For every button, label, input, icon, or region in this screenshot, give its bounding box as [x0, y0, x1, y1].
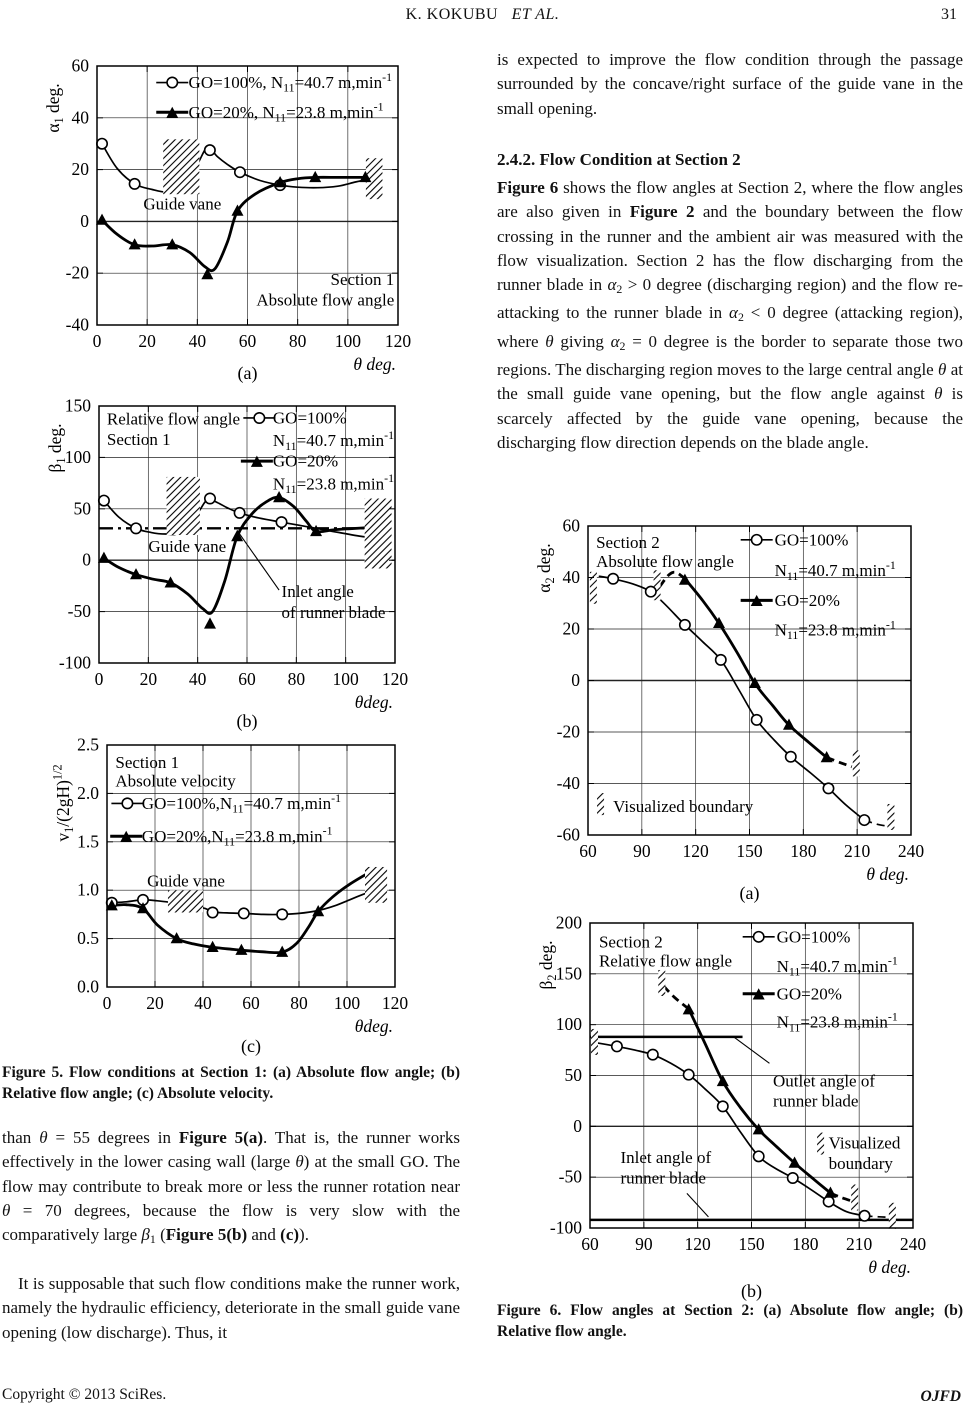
svg-text:210: 210: [844, 841, 871, 861]
svg-text:0: 0: [80, 210, 89, 231]
svg-text:150: 150: [555, 963, 582, 984]
svg-text:40: 40: [188, 331, 207, 351]
svg-text:β2 deg.: $\beta_2$ deg.: [536, 940, 559, 990]
svg-text:Guide vane: Guide vane: [148, 536, 227, 556]
svg-text:v1/(2gH)1/2: $v_1/(2gH)^{1/2}$: [50, 764, 76, 842]
svg-text:20: 20: [71, 159, 89, 180]
svg-text:GO=20%: GO=20%: [776, 984, 842, 1004]
svg-text:120: 120: [381, 669, 409, 689]
svg-text:Outlet angle of: Outlet angle of: [773, 1071, 876, 1091]
svg-text:θ deg.: θ deg.: [353, 354, 396, 374]
svg-text:Absolute flow angle: Absolute flow angle: [596, 552, 734, 572]
svg-text:0.5: 0.5: [77, 928, 99, 949]
svg-text:40: 40: [562, 567, 580, 587]
svg-text:N11=23.8 m,min-1: $N_{11}=23.8$ $m,\min^{-1}$: [272, 471, 395, 496]
svg-text:-40: -40: [65, 314, 89, 335]
figure6-caption: Figure 6. Flow angles at Section 2: (a) Absolute flow angle; (b) Relative flow angle.: [497, 1302, 963, 1340]
svg-text:α2 deg.: $\alpha_2$ deg.: [534, 543, 557, 593]
svg-text:120: 120: [684, 1234, 711, 1254]
svg-text:Relative flow angle: Relative flow angle: [106, 409, 241, 429]
svg-text:-50: -50: [558, 1166, 582, 1187]
f5c-svg: [40, 733, 462, 1058]
footer-copyright: Copyright © 2013 SciRes.: [2, 1386, 167, 1403]
figure6a-absolute-flow-angle-chart: [520, 512, 965, 905]
f6a-svg: [520, 512, 965, 905]
svg-text:0: 0: [82, 549, 91, 570]
svg-text:120: 120: [384, 331, 412, 351]
svg-text:runner blade: runner blade: [620, 1168, 706, 1188]
svg-text:(b): (b): [236, 711, 258, 731]
svg-text:GO=20%,N11=23.8 m,min-1: $GO=20\%,N_{11}=23.8$ $m,\min^{-1}$: [141, 823, 333, 849]
svg-text:Guide vane: Guide vane: [143, 194, 222, 214]
svg-text:1.0: 1.0: [77, 879, 99, 900]
svg-text:GO=20%, N11=23.8 m,min-1: GO=20%, $N_{11}=23.8$ $m,\min^{-1}$: [188, 99, 384, 125]
svg-text:0: 0: [102, 993, 112, 1013]
svg-text:-100: -100: [549, 1217, 582, 1238]
paragraph-expected: is expected to improve the flow condition through the passage surrounded by the concave/right surface of the guide vane in the small opening.: [497, 50, 963, 118]
svg-text:60: 60: [242, 993, 260, 1013]
svg-text:GO=100%: GO=100%: [774, 530, 849, 550]
svg-text:Inlet angle: Inlet angle: [281, 582, 354, 602]
svg-text:240: 240: [897, 841, 925, 861]
svg-text:(b): (b): [741, 1281, 762, 1301]
svg-text:50: 50: [564, 1065, 582, 1085]
svg-text:240: 240: [899, 1234, 927, 1254]
svg-text:40: 40: [188, 669, 207, 689]
svg-text:θ deg.: θ deg.: [866, 864, 909, 884]
svg-text:-100: -100: [58, 652, 91, 673]
svg-text:β1 deg.: $\beta_1$ deg.: [45, 423, 68, 473]
svg-text:of runner blade: of runner blade: [281, 602, 386, 622]
section-heading-242: 2.4.2. Flow Condition at Section 2: [497, 150, 741, 169]
figure5a-absolute-flow-angle-chart: [40, 45, 462, 385]
svg-text:200: 200: [555, 915, 582, 933]
figure5c-absolute-velocity-chart: [40, 733, 462, 1058]
svg-text:Relative flow angle: Relative flow angle: [598, 951, 733, 971]
f5b-svg: [40, 388, 462, 733]
svg-text:θdeg.: θdeg.: [354, 1016, 393, 1036]
svg-text:Section 2: Section 2: [598, 932, 663, 952]
svg-text:100: 100: [332, 669, 359, 689]
svg-text:0: 0: [92, 331, 102, 351]
svg-text:2.5: 2.5: [77, 734, 99, 755]
figure5-caption: Figure 5. Flow conditions at Section 1: (a) Absolute flow angle; (b) Relative flow angle; (c) Absolute velocity.: [2, 1064, 460, 1102]
svg-text:Section 1: Section 1: [115, 753, 180, 773]
svg-text:θ deg.: θ deg.: [868, 1257, 911, 1277]
svg-text:GO=100%: GO=100%: [776, 927, 851, 947]
svg-text:-20: -20: [556, 721, 580, 742]
svg-text:-60: -60: [556, 824, 580, 845]
svg-text:180: 180: [790, 841, 817, 861]
svg-text:60: 60: [581, 1234, 599, 1254]
svg-text:100: 100: [64, 446, 91, 467]
svg-text:GO=100%: GO=100%: [272, 408, 347, 428]
paragraph-figure6: Figure 6 shows the flow angles at Section 2, where the flow angles are also given in Figure 2 and the boundary between the flow crossing in the runner and the ambient air was measured with the flow visualization. Section 2 has the flow discharging from the runner blade in α2 > 0 degree (discharging region) and the flow re-attacking to the runner blade in α2 < 0 degree (attacking region), where θ giving α2 = 0 degree is the border to separate those two regions. The discharging region moves to the large central angle θ at the small guide vane opening, but the flow angle against θ is scarcely affected by the guide vane opening, because the discharging flow direction depends on the blade angle.: [497, 178, 964, 452]
header-etal: ET AL.: [511, 6, 560, 23]
svg-text:0: 0: [571, 670, 580, 690]
header-authors: K. KOKUBU: [405, 6, 499, 23]
svg-text:(c): (c): [241, 1036, 261, 1056]
svg-text:40: 40: [194, 993, 212, 1013]
svg-text:80: 80: [287, 669, 306, 689]
svg-text:20: 20: [139, 669, 158, 689]
svg-text:(a): (a): [739, 883, 760, 903]
svg-text:Section 2: Section 2: [596, 532, 660, 552]
svg-text:θdeg.: θdeg.: [354, 692, 393, 712]
svg-text:N11=40.7 m,min-1: $N_{11}=40.7$ $m,\min^{-1}$: [776, 953, 898, 979]
running-head: [0, 6, 965, 24]
svg-text:runner blade: runner blade: [773, 1091, 859, 1111]
svg-text:100: 100: [333, 993, 361, 1013]
f6b-svg: [520, 915, 965, 1303]
svg-text:0: 0: [94, 669, 104, 689]
svg-text:boundary: boundary: [828, 1154, 893, 1174]
svg-text:0.0: 0.0: [77, 976, 99, 997]
svg-text:40: 40: [71, 107, 89, 128]
svg-text:N11=40.7 m,min-1: $N_{11}=40.7$ $m,\min^{-1}$: [272, 427, 395, 453]
svg-text:20: 20: [138, 331, 156, 351]
svg-text:Section 1: Section 1: [106, 430, 171, 450]
svg-text:-20: -20: [65, 262, 89, 283]
svg-text:GO=100%,N11=40.7 m,min-1: $GO=100\%,N_{11}=40.7$ $m,\min^{-1}$: [141, 790, 342, 816]
figure5b-relative-flow-angle-chart: [40, 388, 462, 733]
svg-text:GO=100%, N11=40.7 m,min-1: GO=100%, $N_{11}=40.7$ $m,\min^{-1}$: [188, 69, 393, 95]
svg-text:60: 60: [579, 841, 597, 861]
svg-text:80: 80: [290, 993, 308, 1013]
svg-text:1.5: 1.5: [77, 831, 99, 852]
svg-text:-40: -40: [556, 773, 580, 793]
svg-text:120: 120: [682, 841, 709, 861]
svg-text:N11=23.8 m,min-1: $N_{11}=23.8$ $m,\min^{-1}$: [774, 617, 896, 643]
svg-text:150: 150: [738, 1234, 765, 1254]
svg-text:180: 180: [792, 1234, 819, 1254]
svg-text:150: 150: [64, 395, 91, 416]
f5a-svg: [40, 45, 462, 385]
figure6b-relative-flow-angle-chart: [520, 915, 965, 1303]
paragraph-than-theta: than θ = 55 degrees in Figure 5(a). That is, the runner works effectively in the lower casing wall (large θ) at the small GO. The flow may contribute to break more or less the runner rotation near θ = 70 degrees, because the flow is very slow with the comparatively large β1 (Figure 5(b) and (c)).: [2, 1128, 460, 1247]
svg-text:α1 deg.: $\alpha_1$ deg.: [43, 83, 66, 133]
svg-text:Visualized boundary: Visualized boundary: [613, 796, 754, 816]
svg-text:Visualized: Visualized: [828, 1133, 901, 1153]
svg-text:90: 90: [633, 841, 651, 861]
svg-text:50: 50: [73, 498, 91, 519]
svg-text:80: 80: [288, 331, 307, 351]
svg-text:20: 20: [146, 993, 164, 1013]
page-number: 31: [941, 6, 957, 23]
svg-text:GO=20%: GO=20%: [774, 590, 840, 610]
svg-text:0: 0: [573, 1115, 582, 1136]
svg-text:120: 120: [381, 993, 409, 1013]
svg-text:(a): (a): [237, 363, 258, 383]
paragraph-supposable: It is supposable that such flow conditions make the runner work, namely the hydraulic efficiency, deteriorate in the small guide vane opening (low discharge). Thus, it: [2, 1274, 460, 1342]
svg-text:20: 20: [562, 618, 580, 639]
svg-text:2.0: 2.0: [77, 782, 99, 803]
footer-journal: OJFD: [920, 1388, 961, 1405]
svg-text:100: 100: [555, 1014, 582, 1035]
svg-text:GO=20%: GO=20%: [272, 451, 339, 471]
svg-text:150: 150: [736, 841, 763, 861]
svg-text:Guide vane: Guide vane: [147, 871, 225, 891]
svg-text:60: 60: [71, 55, 89, 76]
svg-text:Section 1: Section 1: [330, 269, 395, 289]
svg-text:60: 60: [238, 669, 256, 689]
svg-text:-50: -50: [67, 601, 91, 622]
svg-text:210: 210: [846, 1234, 873, 1254]
svg-text:N11=23.8 m,min-1: $N_{11}=23.8$ $m,\min^{-1}$: [776, 1009, 898, 1035]
svg-text:Inlet angle of: Inlet angle of: [620, 1147, 712, 1167]
svg-text:60: 60: [238, 331, 257, 351]
svg-text:90: 90: [635, 1234, 653, 1254]
svg-text:Absolute flow angle: Absolute flow angle: [256, 290, 395, 310]
svg-text:100: 100: [334, 331, 361, 351]
svg-text:N11=40.7 m,min-1: $N_{11}=40.7$ $m,\min^{-1}$: [774, 558, 896, 583]
page-header: [0, 6, 965, 28]
svg-text:Absolute velocity: Absolute velocity: [115, 771, 236, 791]
svg-text:60: 60: [562, 515, 580, 536]
